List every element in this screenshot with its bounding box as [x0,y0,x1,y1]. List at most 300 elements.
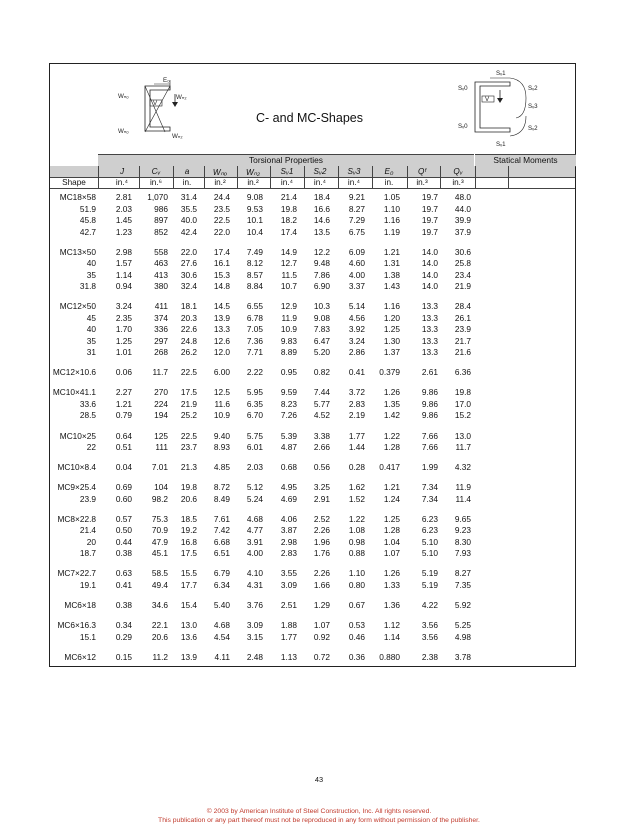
table-cell: 1.44 [348,442,365,452]
table-header-area [50,64,575,152]
table-cell: 0.56 [313,462,330,473]
table-cell: 10.1 [246,215,263,225]
table-cell: 7.35 [454,579,471,590]
table-cell: 1.05 [383,192,400,202]
shape-designation: 40 [86,324,96,335]
table-cell: 1.13 [280,651,297,662]
table-cell: 15.4 [180,600,197,610]
table-cell: 14.8 [213,281,230,292]
table-cell: 4.10 [246,568,263,579]
table-cell: 1.52 [348,493,365,504]
table-cell: 27.6 [180,258,197,269]
diagram-sw0-label: Sᵥ0 [458,85,468,92]
table-cell: 5.25 [454,620,471,631]
table-cell: 1.07 [313,620,330,631]
table-cell: 9.21 [348,192,365,202]
table-cell: 3.72 [348,387,365,398]
table-cell: 26.2 [180,347,197,358]
table-row [50,301,575,313]
table-cell: 463 [154,258,168,269]
table-cell: 0.44 [115,536,132,547]
table-cell: 1.66 [313,579,330,590]
table-cell: 7.71 [246,347,263,358]
table-cell: 1.45 [115,215,132,225]
table-cell: 2.83 [280,548,297,559]
table-cell: 22.5 [213,215,230,225]
table-cell: 1.21 [383,246,400,257]
column-heading: Qᶠ [417,167,427,176]
column-unit: in.⁴ [115,178,129,187]
table-cell: 2.51 [280,600,297,610]
table-cell: 0.28 [348,462,365,473]
table-cell: 21.9 [180,398,197,409]
table-row [50,568,575,580]
table-cell: 19.8 [454,387,471,398]
table-cell: 10.4 [246,226,263,237]
table-cell: 5.75 [246,430,263,441]
table-frame [49,63,576,667]
table-cell: 21.4 [280,192,297,202]
table-cell: 8.27 [348,203,365,214]
table-cell: 3.15 [246,631,263,642]
table-cell: 4.52 [313,410,330,421]
column-divider [372,166,373,188]
table-cell: 16.8 [180,536,197,547]
table-cell: 25.8 [454,258,471,269]
c-shape-statical-moment-diagram [430,68,570,150]
table-cell: 1.33 [383,579,400,590]
table-cell: 12.9 [280,301,297,312]
shape-designation: MC7×22.7 [57,568,96,579]
table-cell: 22.5 [180,430,197,441]
table-cell: 1.16 [383,301,400,312]
table-cell: 1.24 [383,493,400,504]
table-cell: 0.38 [115,548,132,559]
shape-designation: MC9×25.4 [57,482,96,493]
table-cell: 1.21 [383,482,400,493]
table-cell: 6.35 [246,398,263,409]
table-cell: 6.79 [213,568,230,579]
table-cell: 1.19 [383,226,400,237]
table-cell: 0.46 [348,631,365,642]
table-cell: 4.60 [348,258,365,269]
table-cell: 1.26 [383,568,400,579]
table-row [50,537,575,549]
table-cell: 3.25 [313,482,330,493]
table-cell: 5.39 [280,430,297,441]
table-cell: 22.6 [180,324,197,335]
table-cell: 32.4 [180,281,197,292]
shape-designation: 33.6 [79,398,96,409]
table-cell: 11.2 [152,651,168,662]
table-cell: 6.00 [213,367,230,378]
table-cell: 0.51 [115,442,132,452]
table-cell: 9.65 [454,513,471,524]
table-cell: 19.7 [421,215,438,225]
shape-designation: 18.7 [79,548,96,559]
column-unit: in. [384,178,394,187]
table-cell: 13.0 [180,620,197,631]
table-cell: 16.1 [213,258,230,269]
table-cell: 17.4 [280,226,297,237]
table-cell: 2.27 [115,387,132,398]
table-cell: 17.4 [213,246,230,257]
table-cell: 374 [154,312,168,323]
table-cell: 42.4 [180,226,197,237]
column-heading: Sᵥ3 [347,167,361,176]
table-cell: 1.14 [115,269,132,280]
table-cell: 4.56 [348,312,365,323]
table-cell: 22.5 [180,367,197,378]
shape-designation: 45 [86,312,96,323]
table-cell: 1.76 [313,548,330,559]
table-cell: 7.44 [313,387,330,398]
table-cell: 5.19 [421,579,438,590]
table-row [50,215,575,227]
table-cell: 3.09 [280,579,297,590]
table-cell: 4.11 [214,651,230,662]
shape-designation: 42.7 [79,226,96,237]
table-cell: 111 [155,442,168,452]
table-cell: 14.5 [213,301,230,312]
table-cell: 3.37 [348,281,365,292]
table-cell: 9.53 [246,203,263,214]
table-cell: 5.19 [421,568,438,579]
column-unit: in.⁴ [280,178,294,187]
table-cell: 4.77 [246,525,263,536]
table-cell: 6.34 [213,579,230,590]
table-cell: 18.4 [313,192,330,202]
table-cell: 7.66 [421,442,438,452]
table-cell: 8.72 [213,482,230,493]
table-cell: 34.6 [151,600,168,610]
diagram-sw2-bottom-label: Sᵥ2 [528,125,538,132]
table-cell: 0.29 [115,631,132,642]
table-cell: 413 [154,269,168,280]
table-cell: 1.31 [383,258,400,269]
table-cell: 0.36 [348,651,365,662]
table-cell: 2.35 [115,312,132,323]
table-cell: 19.8 [180,482,197,493]
table-cell: 1.28 [383,525,400,536]
table-cell: 6.55 [246,301,263,312]
table-cell: 9.23 [454,525,471,536]
table-cell: 4.85 [213,462,230,473]
table-cell: 37.9 [454,226,471,237]
column-unit: in. [182,178,192,187]
table-cell: 1.30 [383,335,400,346]
column-heading: Qᵥ [453,167,463,176]
table-cell: 4.00 [348,269,365,280]
table-cell: 2.86 [348,347,365,358]
table-cell: 1.35 [383,398,400,409]
table-cell: 21.9 [454,281,471,292]
table-cell: 0.04 [115,462,132,473]
shape-designation: MC13×50 [59,246,96,257]
table-cell: 5.20 [313,347,330,358]
table-cell: 7.61 [213,513,230,524]
table-cell: 1.12 [383,620,400,631]
table-cell: 8.84 [246,281,263,292]
table-cell: 19.7 [421,192,438,202]
shape-designation: 35 [86,335,96,346]
table-cell: 19.7 [421,203,438,214]
table-cell: 23.7 [180,442,197,452]
table-cell: 9.59 [280,387,297,398]
table-cell: 0.94 [115,281,132,292]
table-cell: 1.16 [383,215,400,225]
table-cell: 1.10 [348,568,365,579]
table-cell: 0.68 [280,462,297,473]
table-cell: 1.04 [383,536,400,547]
table-cell: 2.19 [348,410,365,421]
table-cell: 7.34 [421,493,438,504]
diagram-sw1-label: Sᵥ1 [496,70,506,77]
table-cell: 7.49 [246,246,263,257]
table-cell: 2.66 [313,442,330,452]
diagram-wn2-bottom-label: Wₙ₂ [172,133,183,140]
table-row [50,600,575,612]
table-cell: 14.0 [421,246,438,257]
copyright-line-2: This publication or any part thereof must not be reproduced in any form without permission of the publisher. [158,817,480,824]
column-heading: Sᵥ1 [280,167,294,176]
table-cell: 0.41 [115,579,132,590]
table-cell: 9.86 [421,410,438,421]
table-row [50,227,575,239]
table-cell: 1.28 [383,442,400,452]
table-cell: 0.95 [280,367,297,378]
table-cell: 21.7 [454,335,471,346]
table-cell: 0.82 [313,367,330,378]
table-cell: 268 [154,347,168,358]
table-row [50,336,575,348]
column-divider [508,166,509,188]
table-row [50,652,575,664]
table-cell: 1.37 [383,347,400,358]
table-cell: 7.26 [280,410,297,421]
table-cell: 5.10 [421,536,438,547]
table-row [50,548,575,560]
table-row [50,442,575,454]
column-divider [98,166,99,188]
table-cell: 13.9 [213,312,230,323]
table-cell: 9.40 [213,430,230,441]
table-cell: 7.01 [151,462,168,473]
table-cell: 0.15 [115,651,132,662]
table-cell: 4.69 [280,493,297,504]
table-cell: 1.42 [383,410,400,421]
table-cell: 7.34 [421,482,438,493]
diagram-wno-label: Wₙₒ [118,93,129,100]
table-cell: 24.8 [180,335,197,346]
table-cell: 4.95 [280,482,297,493]
column-divider [440,166,441,188]
table-cell: 3.87 [280,525,297,536]
table-cell: 24.4 [213,192,230,202]
table-cell: 7.29 [348,215,365,225]
column-heading: Wₙ₂ [245,168,261,177]
table-cell: 20.6 [180,493,197,504]
table-cell: 0.63 [115,568,132,579]
table-row [50,387,575,399]
table-cell: 1.70 [115,324,132,335]
table-row [50,431,575,443]
table-cell: 0.64 [115,430,132,441]
table-cell: 1.25 [115,335,132,346]
column-unit: in.⁴ [347,178,361,187]
c-shape-warping-diagram [90,72,220,144]
shape-designation: MC10×8.4 [57,462,96,473]
table-cell: 16.6 [313,203,330,214]
table-cell: 6.47 [313,335,330,346]
table-cell: 22.1 [151,620,168,631]
table-cell: 194 [154,410,168,421]
table-cell: 3.56 [421,620,438,631]
column-divider [304,166,305,188]
table-row [50,494,575,506]
table-cell: 411 [154,301,168,312]
table-cell: 8.93 [213,442,230,452]
diagram-v-label: V [153,100,158,107]
table-row [50,313,575,325]
table-cell: 26.1 [454,312,471,323]
table-row [50,632,575,644]
table-cell: 44.0 [454,203,471,214]
table-cell: 21.6 [454,347,471,358]
table-cell: 2.22 [246,367,263,378]
table-cell: 1.88 [280,620,297,631]
table-row [50,258,575,270]
table-cell: 47.9 [151,536,168,547]
table-cell: 18.1 [180,301,197,312]
table-cell: 2.98 [115,246,132,257]
shape-designation: 31 [86,347,96,358]
table-cell: 1,070 [147,192,168,202]
table-cell: 1.99 [421,462,438,473]
table-cell: 15.5 [180,568,197,579]
shape-designation: 21.4 [79,525,96,536]
table-cell: 3.55 [280,568,297,579]
table-cell: 7.05 [246,324,263,335]
column-unit: in.⁴ [313,178,327,187]
table-cell: 0.98 [348,536,365,547]
diagram-v-label: V [485,96,490,103]
table-row [50,462,575,474]
diagram-wno-bottom-label: Wₙₒ [118,128,129,135]
table-cell: 5.95 [246,387,263,398]
table-row [50,281,575,293]
table-cell: 7.93 [454,548,471,559]
table-cell: 19.7 [421,226,438,237]
shape-designation: MC10×25 [59,430,96,441]
column-unit: in.² [214,178,226,187]
table-cell: 2.91 [313,493,330,504]
table-cell: 897 [154,215,168,225]
copyright-line-1: © 2003 by American Institute of Steel Construction, Inc. All rights reserved. [206,808,432,815]
table-cell: 40.0 [180,215,197,225]
table-cell: 70.9 [151,525,168,536]
shape-designation: MC6×16.3 [57,620,96,631]
column-divider [338,166,339,188]
column-divider [407,166,408,188]
table-cell: 7.36 [246,335,263,346]
table-cell: 2.48 [246,651,263,662]
table-cell: 4.06 [280,513,297,524]
column-heading: E₀ [384,167,394,176]
table-cell: 13.6 [180,631,197,642]
table-cell: 0.38 [115,600,132,610]
shape-column-heading: Shape [62,178,86,187]
table-cell: 4.32 [454,462,471,473]
table-cell: 4.68 [213,620,230,631]
table-cell: 7.83 [313,324,330,335]
diagram-sw0-bottom-label: Sᵥ0 [458,123,468,130]
table-cell: 6.90 [313,281,330,292]
table-cell: 13.3 [421,312,438,323]
table-cell: 45.1 [151,548,168,559]
table-cell: 5.14 [348,301,365,312]
shape-designation: MC8×22.8 [57,513,96,524]
table-cell: 1.07 [383,548,400,559]
table-row [50,367,575,379]
column-divider [204,166,205,188]
table-cell: 2.03 [246,462,263,473]
table-cell: 6.51 [213,548,230,559]
table-cell: 0.72 [313,651,330,662]
table-cell: 1.10 [383,203,400,214]
column-heading: J [119,167,125,176]
table-cell: 11.7 [152,367,168,378]
table-cell: 14.0 [421,258,438,269]
table-cell: 15.2 [454,410,471,421]
table-cell: 7.66 [421,430,438,441]
table-cell: 13.3 [421,301,438,312]
shape-designation: 51.9 [79,203,96,214]
table-cell: 39.9 [454,215,471,225]
table-cell: 5.24 [246,493,263,504]
table-cell: 8.27 [454,568,471,579]
table-cell: 3.92 [348,324,365,335]
shape-designation: MC6×12 [64,651,96,662]
table-cell: 1.08 [348,525,365,536]
table-cell: 10.7 [280,281,297,292]
table-cell: 13.3 [213,324,230,335]
column-heading: a [184,167,190,176]
table-cell: 2.81 [115,192,132,202]
table-cell: 9.86 [421,387,438,398]
column-unit: in.³ [416,178,428,187]
table-cell: 17.0 [454,398,471,409]
table-cell: 2.38 [421,651,438,662]
table-cell: 19.8 [280,203,297,214]
diagram-e0-label: E₀ [163,77,170,84]
table-cell: 7.42 [213,525,230,536]
table-cell: 11.9 [281,312,297,323]
table-cell: 5.10 [421,548,438,559]
table-cell: 4.87 [280,442,297,452]
table-cell: 21.3 [180,462,197,473]
table-cell: 6.70 [246,410,263,421]
table-cell: 9.83 [280,335,297,346]
table-cell: 3.56 [421,631,438,642]
table-cell: 8.49 [213,493,230,504]
table-cell: 3.91 [246,536,263,547]
table-cell: 1.25 [383,513,400,524]
table-cell: 0.50 [115,525,132,536]
table-cell: 986 [154,203,168,214]
table-row [50,580,575,592]
table-cell: 31.4 [180,192,197,202]
